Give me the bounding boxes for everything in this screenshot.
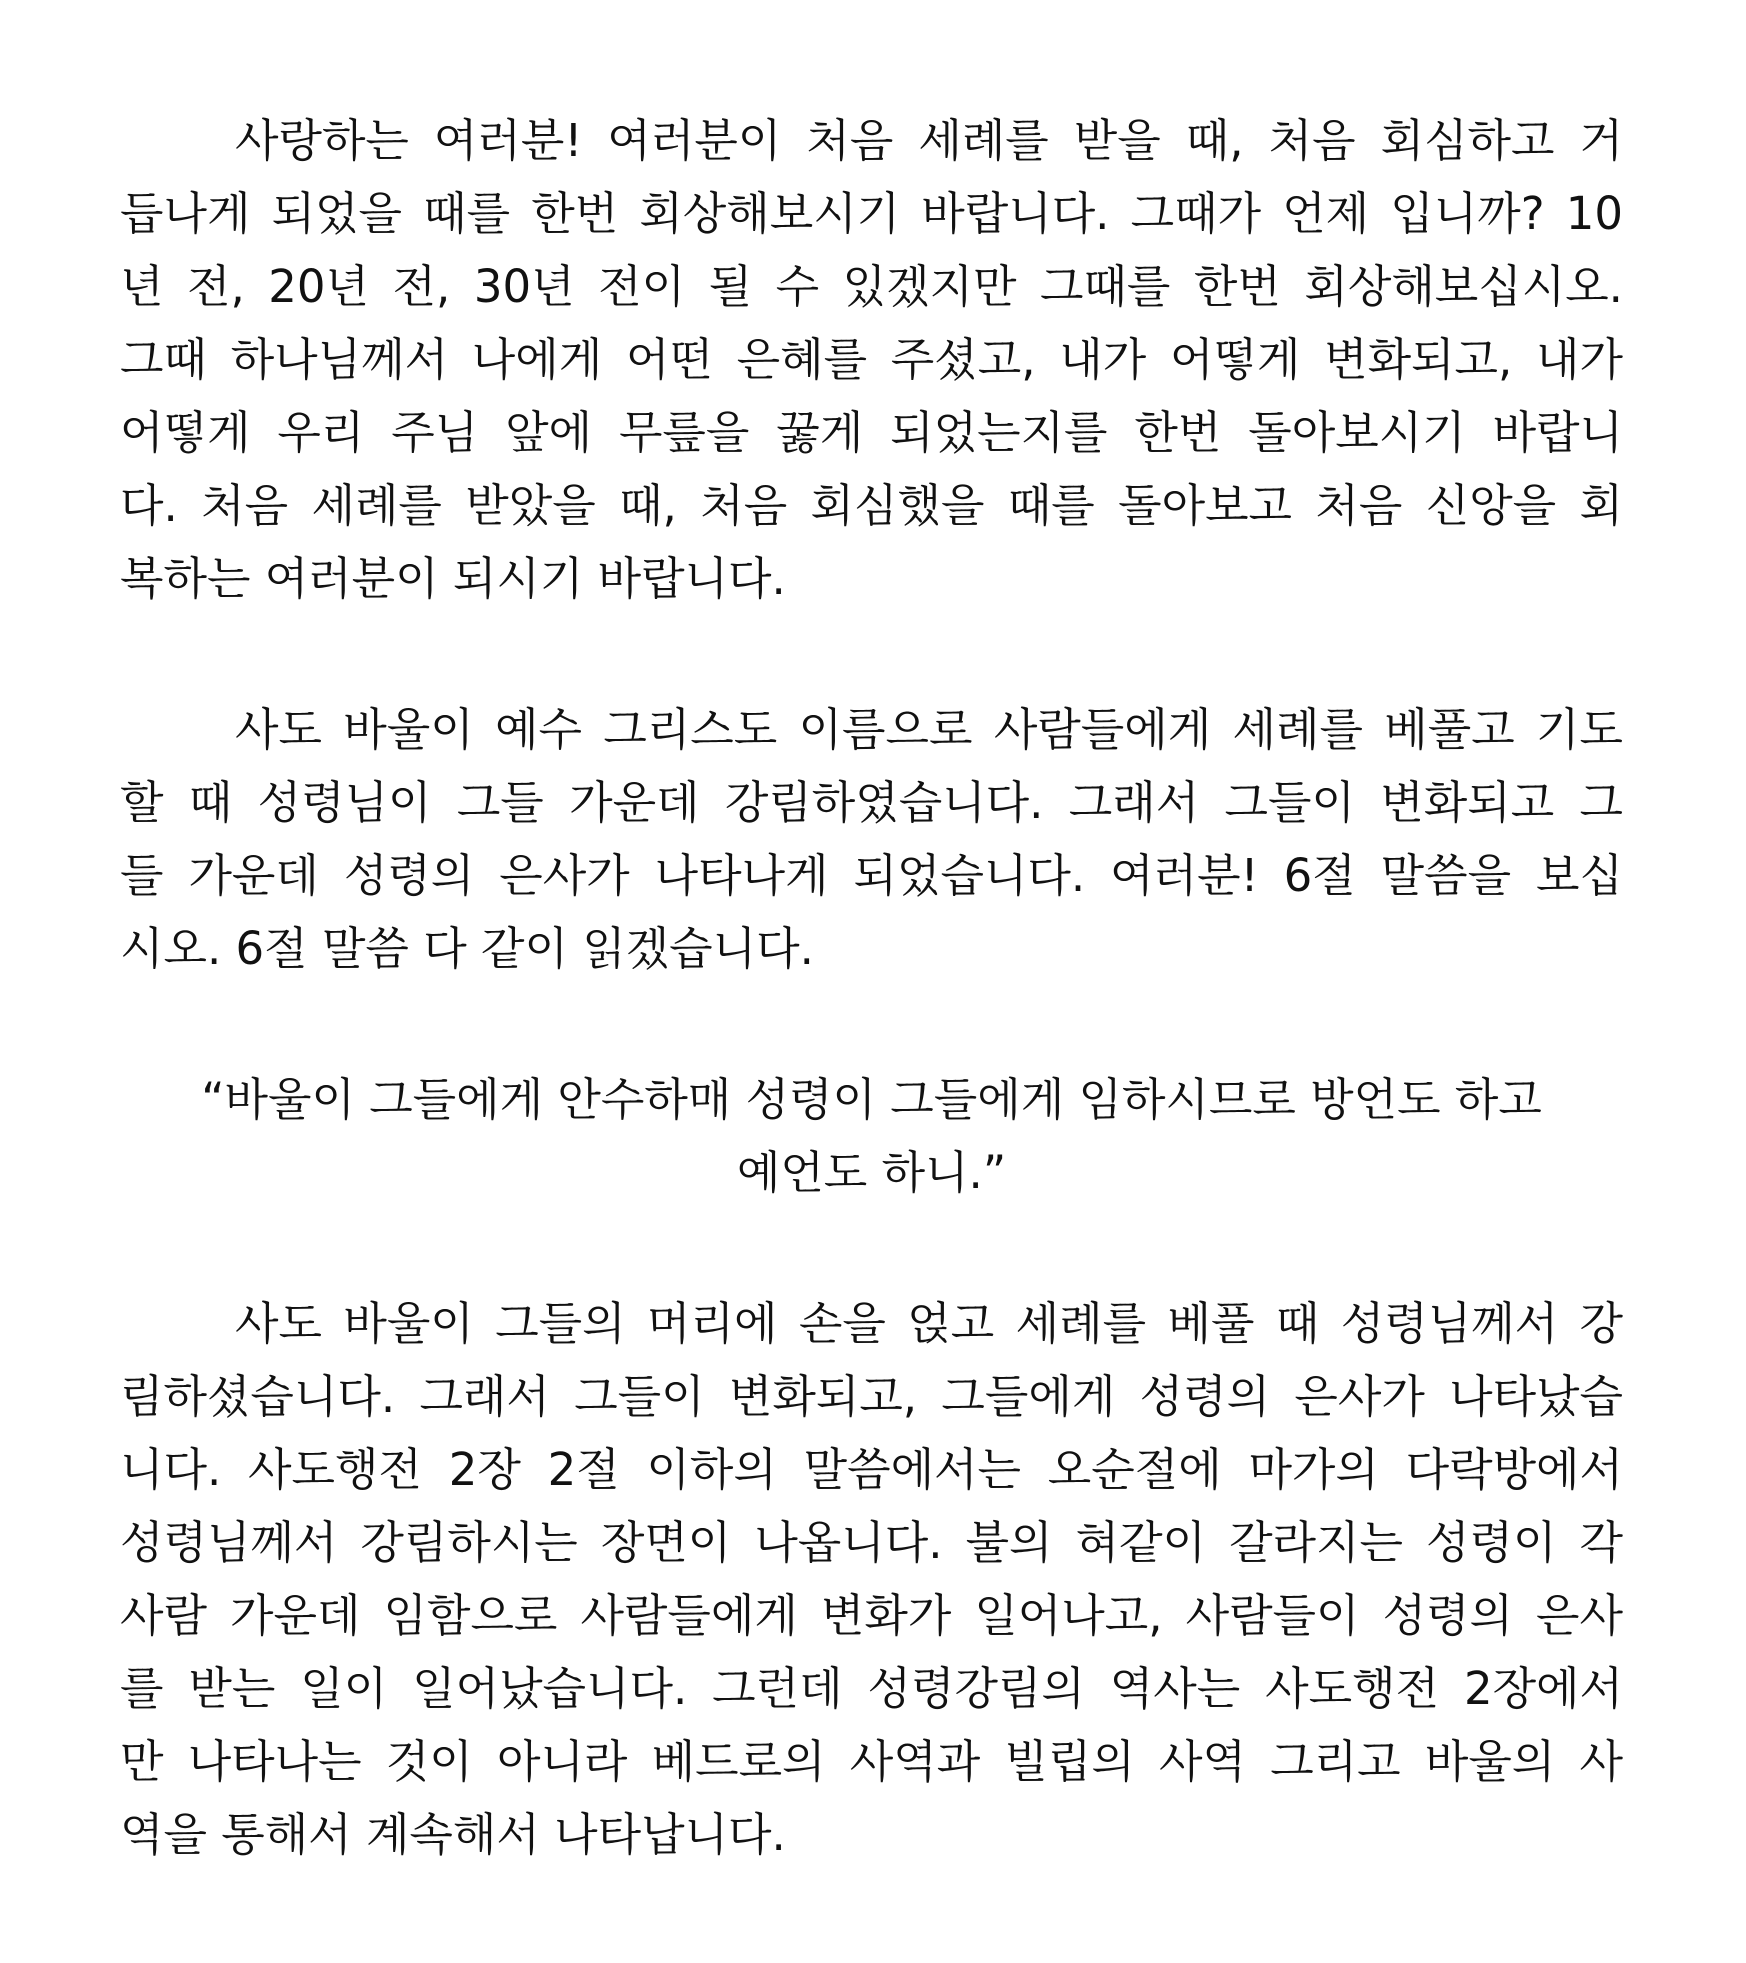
paragraph-2-line-3: 들 가운데 성령의 은사가 나타나게 되었습니다. 여러분! 6절 말씀을 보십 (120, 849, 1623, 902)
paragraph-1-line-2: 듭나게 되었을 때를 한번 회상해보시기 바랍니다. 그때가 언제 입니까? 10 (120, 187, 1623, 240)
paragraph-3-line-5: 사람 가운데 임함으로 사람들에게 변화가 일어나고, 사람들이 성령의 은사 (120, 1589, 1623, 1642)
paragraph-2-line-4: 시오. 6절 말씀 다 같이 읽겠습니다. (120, 922, 814, 975)
paragraph-3-line-3: 니다. 사도행전 2장 2절 이하의 말씀에서는 오순절에 마가의 다락방에서 (120, 1443, 1623, 1496)
paragraph-1-line-4: 그때 하나님께서 나에게 어떤 은혜를 주셨고, 내가 어떻게 변화되고, 내가 (120, 333, 1623, 386)
paragraph-3-line-4: 성령님께서 강림하시는 장면이 나옵니다. 불의 혀같이 갈라지는 성령이 각 (120, 1516, 1623, 1569)
paragraph-1-line-7: 복하는 여러분이 되시기 바랍니다. (120, 552, 786, 605)
scripture-quote-line-1: “바울이 그들에게 안수하매 성령이 그들에게 임하시므로 방언도 하고 (201, 1073, 1542, 1126)
scripture-quote-line-2: 예언도 하니.” (736, 1146, 1007, 1199)
paragraph-3-line-6: 를 받는 일이 일어났습니다. 그런데 성령강림의 역사는 사도행전 2장에서 (120, 1662, 1623, 1715)
paragraph-1-line-1: 사랑하는 여러분! 여러분이 처음 세례를 받을 때, 처음 회심하고 거 (235, 114, 1623, 167)
paragraph-2-line-2: 할 때 성령님이 그들 가운데 강림하였습니다. 그래서 그들이 변화되고 그 (120, 776, 1623, 829)
paragraph-1-line-6: 다. 처음 세례를 받았을 때, 처음 회심했을 때를 돌아보고 처음 신앙을 회 (120, 479, 1623, 532)
paragraph-1-line-5: 어떻게 우리 주님 앞에 무릎을 꿇게 되었는지를 한번 돌아보시기 바랍니 (120, 406, 1623, 459)
paragraph-3-line-1: 사도 바울이 그들의 머리에 손을 얹고 세례를 베풀 때 성령님께서 강 (235, 1297, 1623, 1350)
paragraph-3-line-2: 림하셨습니다. 그래서 그들이 변화되고, 그들에게 성령의 은사가 나타났습 (120, 1370, 1623, 1423)
paragraph-3-line-7: 만 나타나는 것이 아니라 베드로의 사역과 빌립의 사역 그리고 바울의 사 (120, 1735, 1623, 1788)
paragraph-1-line-3: 년 전, 20년 전, 30년 전이 될 수 있겠지만 그때를 한번 회상해보십시오. (120, 260, 1623, 313)
paragraph-2-line-1: 사도 바울이 예수 그리스도 이름으로 사람들에게 세례를 베풀고 기도 (235, 703, 1623, 756)
paragraph-3-line-8: 역을 통해서 계속해서 나타납니다. (120, 1808, 786, 1861)
